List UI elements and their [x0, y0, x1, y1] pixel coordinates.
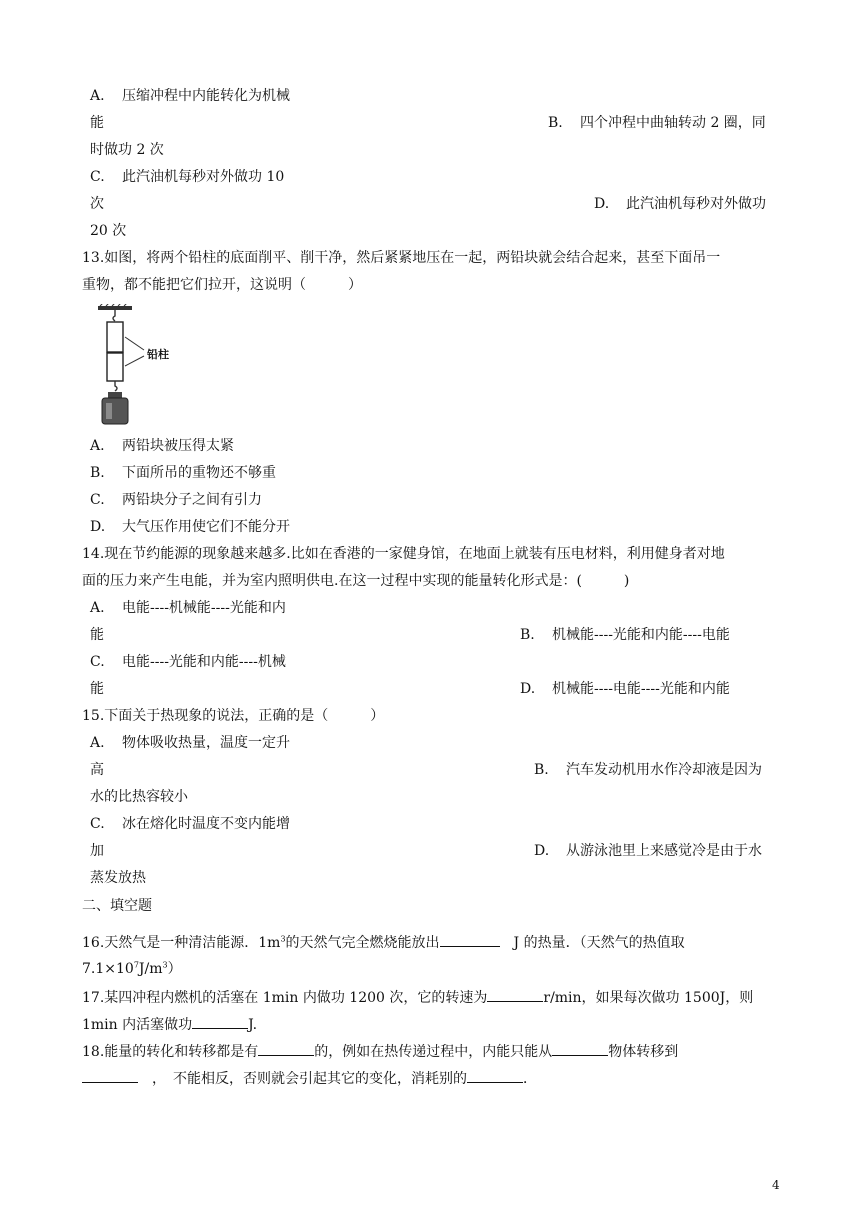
q18-text-3: 物体转移到	[608, 1044, 679, 1060]
answer-blank[interactable]	[467, 1068, 523, 1083]
option-label: D.	[90, 519, 106, 535]
superscript: 7	[133, 960, 139, 970]
option-label: C.	[90, 816, 105, 832]
option-label: D.	[534, 843, 550, 859]
q16-text-2: 的天然气完全燃烧能放出	[285, 935, 440, 951]
option-label: A.	[90, 600, 105, 616]
q18-stem-cont	[82, 1068, 537, 1089]
q18-text-5: ．	[523, 1071, 537, 1087]
q13-option-d[interactable]	[90, 517, 290, 537]
q18-text-1: 18.能量的转化和转移都是有	[82, 1044, 259, 1060]
option-label: B.	[548, 115, 563, 131]
q17-text-1: 17.某四冲程内燃机的活塞在 1min 内做功 1200 次，它的转速为	[82, 990, 488, 1006]
q13-stem: 13.如图，将两个铅柱的底面削平、削干净，然后紧紧地压在一起，两铅块就会结合起来，甚至下面吊一	[82, 250, 721, 266]
q15-option-b-cont: 水的比热容较小	[90, 789, 188, 805]
q13-option-b[interactable]	[90, 463, 276, 483]
option-text: 两铅块分子之间有引力	[122, 492, 262, 508]
q16-text-1: 16.天然气是一种清洁能源．1m	[82, 935, 281, 951]
option-text: 此汽油机每秒对外做功	[626, 196, 766, 212]
q15-stem: 15.下面关于热现象的说法，正确的是（ ）	[82, 708, 385, 724]
q16-stem-cont	[82, 959, 182, 979]
answer-blank[interactable]	[552, 1041, 608, 1056]
q12-option-b-cont: 时做功 2 次	[90, 142, 164, 158]
q16-text-6: ）	[167, 961, 182, 977]
option-text: 压缩冲程中内能转化为机械	[122, 88, 290, 104]
q13-stem-cont: 重物，都不能把它们拉开，这说明（ ）	[82, 277, 362, 293]
option-text: 电能----光能和内能----机械	[122, 654, 286, 670]
lead-cylinders-diagram	[96, 304, 206, 426]
q14-option-d[interactable]	[520, 679, 730, 699]
option-label: A.	[90, 735, 105, 751]
option-label: C.	[90, 654, 105, 670]
answer-blank[interactable]	[440, 932, 500, 947]
q17-text-3: 1min 内活塞做功	[82, 1017, 193, 1033]
q14-option-c-cont: 能	[90, 681, 104, 697]
q16-stem	[82, 932, 685, 953]
q14-option-c[interactable]	[90, 652, 286, 672]
q18-text-4: ， 不能相反，否则就会引起其它的变化，消耗别的	[138, 1071, 467, 1087]
q15-option-a[interactable]	[90, 733, 290, 753]
lead-cylinders-figure	[96, 304, 206, 426]
q12-option-c[interactable]	[90, 167, 284, 187]
q12-option-b[interactable]	[548, 113, 766, 133]
q17-stem-cont	[82, 1014, 257, 1035]
q14-option-a-cont: 能	[90, 627, 104, 643]
q17-stem	[82, 987, 753, 1008]
section-title: 二、填空题	[82, 898, 152, 914]
option-text: 电能----机械能----光能和内	[122, 600, 286, 616]
option-text: 两铅块被压得太紧	[122, 438, 234, 454]
option-text: 从游泳池里上来感觉冷是由于水	[566, 843, 762, 859]
option-label: A.	[90, 88, 105, 104]
q14-option-b[interactable]	[520, 625, 730, 645]
option-text: 物体吸收热量，温度一定升	[122, 735, 290, 751]
option-text: 四个冲程中曲轴转动 2 圈，同	[580, 115, 766, 131]
option-text: 此汽油机每秒对外做功 10	[122, 169, 285, 185]
option-text: 机械能----光能和内能----电能	[552, 627, 730, 643]
q12-option-a[interactable]	[90, 86, 290, 106]
q15-option-c-cont: 加	[90, 843, 104, 859]
q15-option-a-cont: 高	[90, 762, 104, 778]
option-label: B.	[534, 762, 549, 778]
answer-blank[interactable]	[487, 987, 543, 1002]
option-text: 大气压作用使它们不能分开	[122, 519, 290, 535]
option-label: B.	[90, 465, 105, 481]
option-text: 机械能----电能----光能和内能	[552, 681, 730, 697]
q13-option-a[interactable]	[90, 436, 234, 456]
option-text: 冰在熔化时温度不变内能增	[122, 816, 290, 832]
q15-option-b[interactable]	[534, 760, 762, 780]
superscript: 3	[280, 934, 286, 944]
q12-option-a-cont: 能	[90, 115, 104, 131]
q13-option-c[interactable]	[90, 490, 262, 510]
answer-blank[interactable]	[192, 1014, 248, 1029]
answer-blank[interactable]	[258, 1041, 314, 1056]
q15-option-d[interactable]	[534, 841, 762, 861]
q17-text-2: r/min，如果每次做功 1500J，则	[543, 990, 754, 1006]
q16-text-5: J/m	[138, 961, 163, 977]
q12-option-d[interactable]	[594, 194, 766, 214]
option-label: B.	[520, 627, 535, 643]
page-number: 4	[772, 1178, 780, 1192]
q12-option-c-cont: 次	[90, 196, 104, 212]
q14-stem: 14.现在节约能源的现象越来越多.比如在香港的一家健身馆，在地面上就装有压电材料，利用健身者对地	[82, 546, 725, 562]
figure-label: 铅柱	[147, 348, 169, 361]
q18-stem	[82, 1041, 678, 1062]
q17-text-4: J.	[248, 1017, 258, 1033]
q14-option-a[interactable]	[90, 598, 286, 618]
q16-text-4: 7.1×10	[82, 961, 134, 977]
option-label: C.	[90, 169, 105, 185]
option-label: A.	[90, 438, 105, 454]
answer-blank[interactable]	[82, 1068, 138, 1083]
option-label: D.	[594, 196, 610, 212]
option-label: C.	[90, 492, 105, 508]
q16-text-3: J 的热量．（天然气的热值取	[499, 935, 685, 951]
q14-stem-cont: 面的压力来产生电能，并为室内照明供电.在这一过程中实现的能量转化形式是：( )	[82, 573, 630, 589]
superscript: 3	[162, 960, 168, 970]
option-text: 汽车发动机用水作冷却液是因为	[566, 762, 762, 778]
q15-option-d-cont: 蒸发放热	[90, 870, 146, 886]
q12-option-d-cont: 20 次	[90, 223, 127, 239]
q18-text-2: 的，例如在热传递过程中，内能只能从	[314, 1044, 553, 1060]
option-text: 下面所吊的重物还不够重	[122, 465, 276, 481]
option-label: D.	[520, 681, 536, 697]
q15-option-c[interactable]	[90, 814, 290, 834]
